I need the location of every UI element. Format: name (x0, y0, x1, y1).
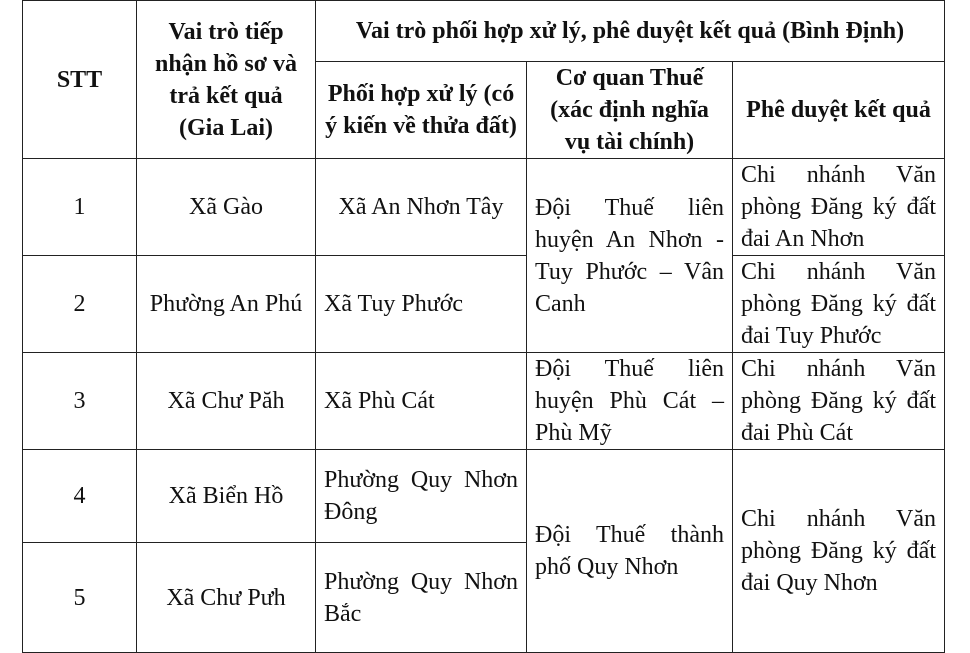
row-reception: Xã Chư Pưh (137, 543, 316, 653)
header-tax: Cơ quan Thuế (xác định nghĩa vụ tài chính) (527, 62, 733, 159)
row-stt: 3 (23, 353, 137, 450)
row-stt: 5 (23, 543, 137, 653)
header-row-1 (23, 1, 945, 62)
header-coordination-group: Vai trò phối hợp xử lý, phê duyệt kết quả (Bình Định) (316, 1, 945, 62)
row-coordinate: Phường Quy Nhơn Đông (316, 450, 527, 543)
row-approve: Chi nhánh Văn phòng Đăng ký đất đai An Nhơn (733, 159, 945, 256)
row-approve: Chi nhánh Văn phòng Đăng ký đất đai Tuy Phước (733, 256, 945, 353)
tax-office-an-nhon: Đội Thuế liên huyện An Nhơn - Tuy Phước – Vân Canh (527, 159, 733, 353)
tax-office-phu-cat: Đội Thuế liên huyện Phù Cát – Phù Mỹ (527, 353, 733, 450)
row-stt: 4 (23, 450, 137, 543)
header-approve: Phê duyệt kết quả (733, 62, 945, 159)
header-reception: Vai trò tiếp nhận hồ sơ và trả kết quả (Gia Lai) (137, 1, 316, 159)
row-coordinate: Xã Tuy Phước (316, 256, 527, 353)
row-reception: Xã Chư Păh (137, 353, 316, 450)
table-row (23, 450, 945, 543)
row-reception: Phường An Phú (137, 256, 316, 353)
row-stt: 1 (23, 159, 137, 256)
table-row (23, 256, 945, 353)
assignment-table (22, 0, 945, 653)
table-row (23, 353, 945, 450)
row-reception: Xã Gào (137, 159, 316, 256)
row-coordinate: Phường Quy Nhơn Bắc (316, 543, 527, 653)
row-coordinate: Xã An Nhơn Tây (316, 159, 527, 256)
row-stt: 2 (23, 256, 137, 353)
tax-office-quy-nhon: Đội Thuế thành phố Quy Nhơn (527, 450, 733, 653)
header-coordinate: Phối hợp xử lý (có ý kiến về thửa đất) (316, 62, 527, 159)
approve-quy-nhon: Chi nhánh Văn phòng Đăng ký đất đai Quy Nhơn (733, 450, 945, 653)
row-approve: Chi nhánh Văn phòng Đăng ký đất đai Phù Cát (733, 353, 945, 450)
table-row (23, 159, 945, 256)
header-stt: STT (23, 1, 137, 159)
row-coordinate: Xã Phù Cát (316, 353, 527, 450)
row-reception: Xã Biển Hồ (137, 450, 316, 543)
